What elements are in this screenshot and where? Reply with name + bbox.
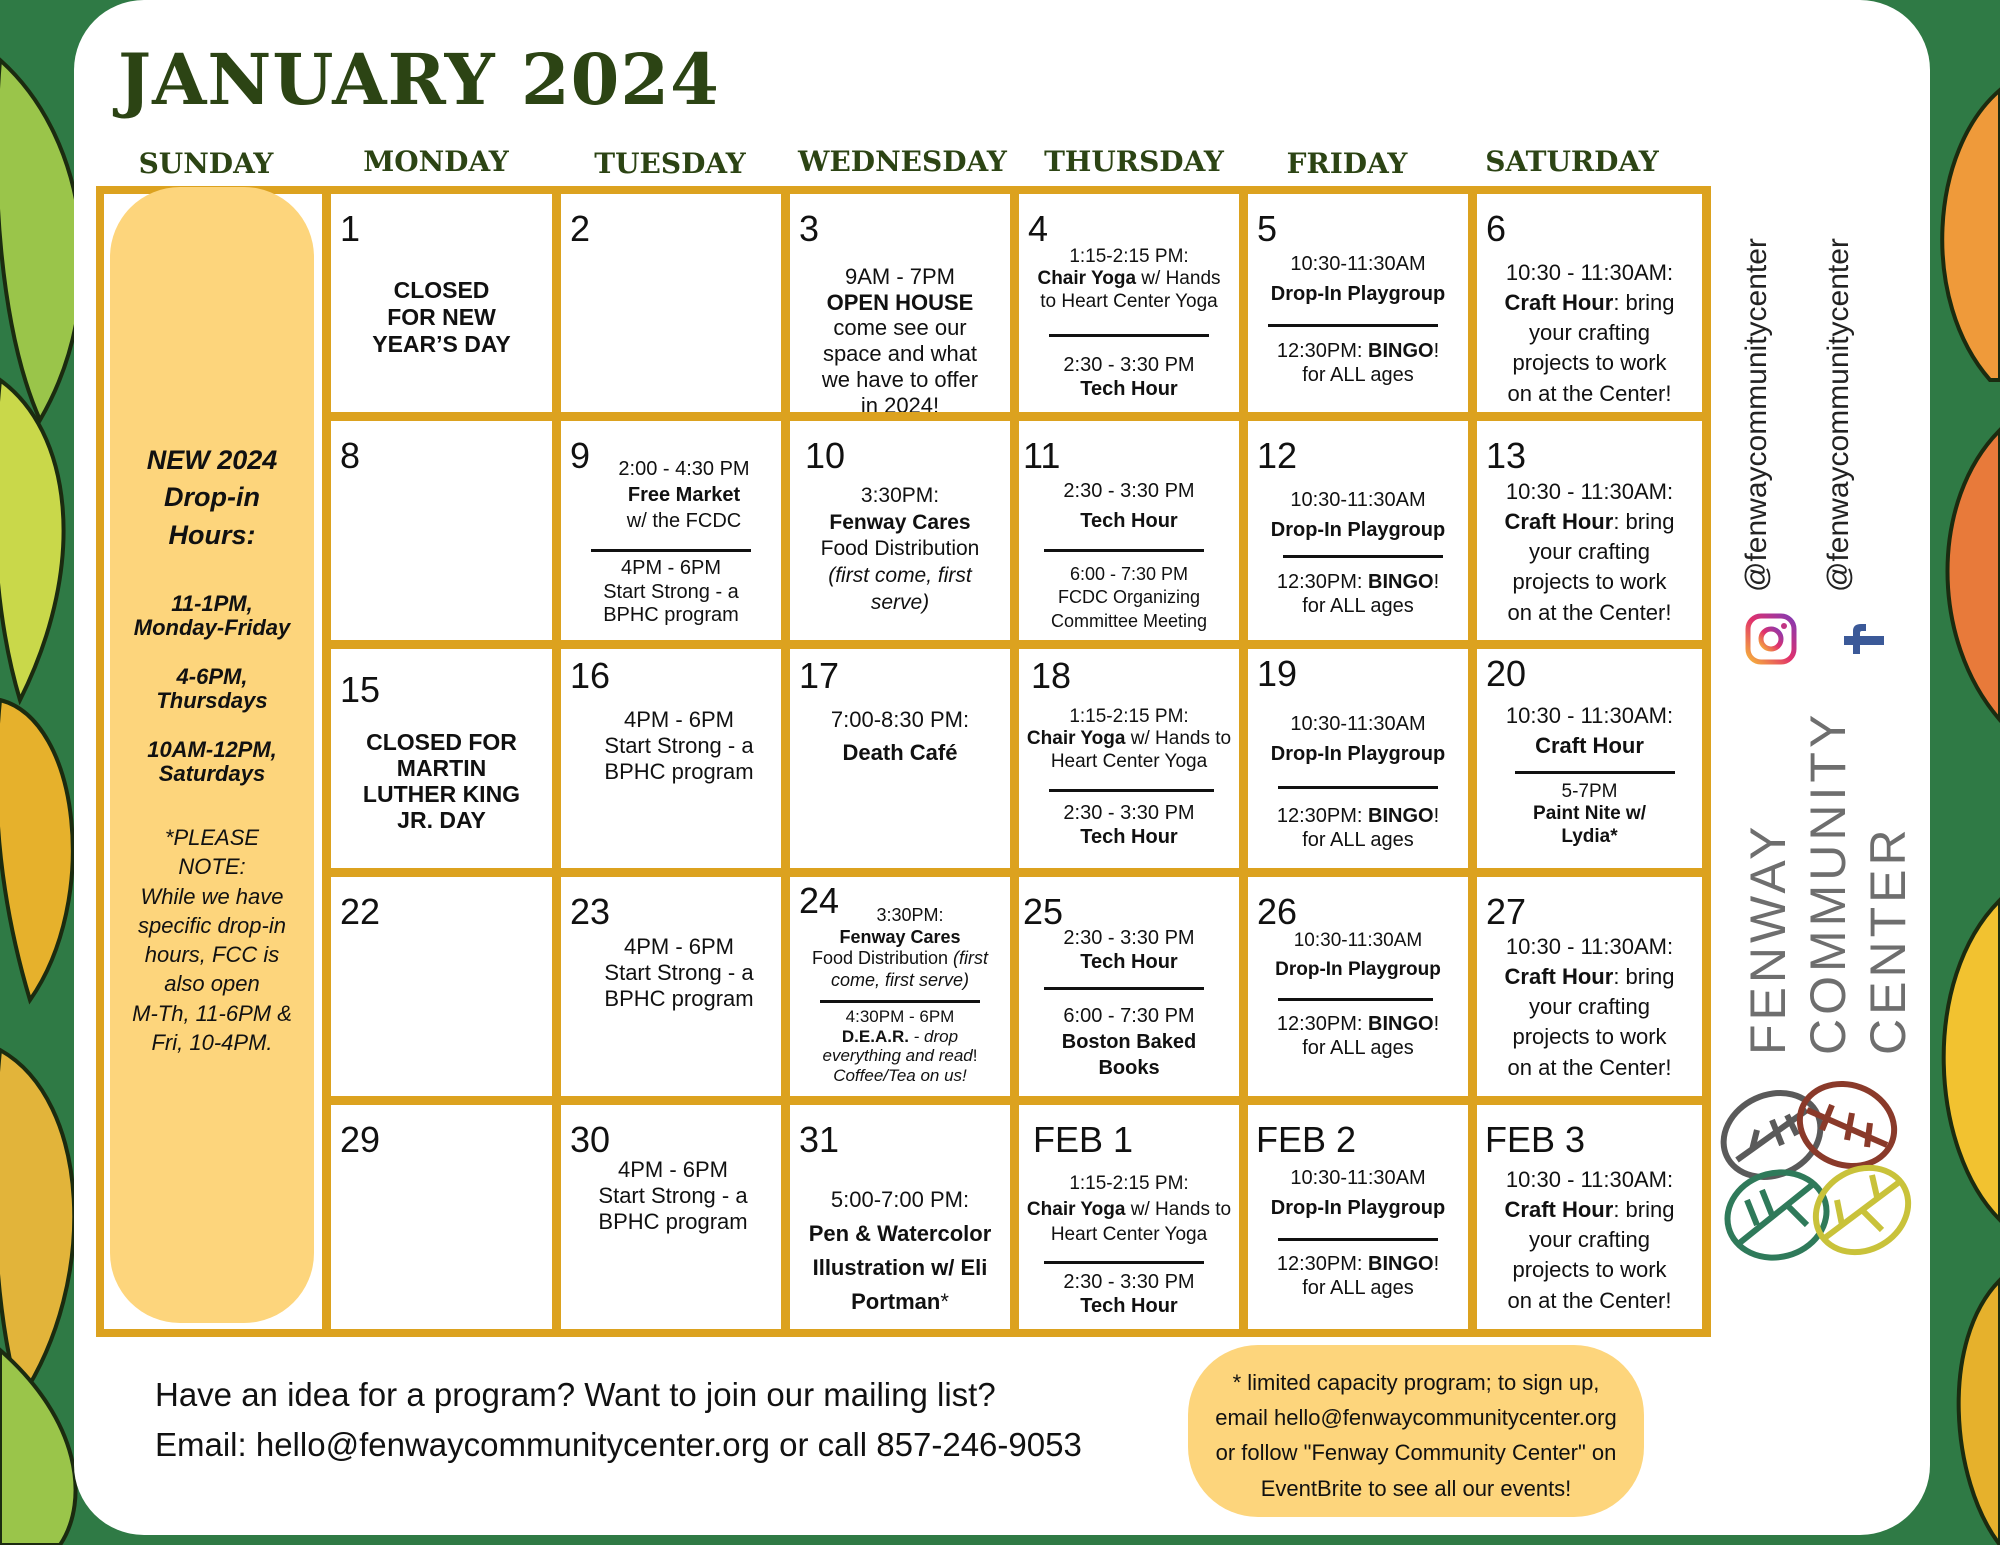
- day-cell-feb-3[interactable]: [1477, 1105, 1702, 1329]
- day-cell-8[interactable]: [331, 421, 552, 640]
- day-cell-6[interactable]: [1477, 194, 1702, 412]
- day-cell-26[interactable]: [1248, 877, 1468, 1096]
- page-title: JANUARY 2024: [118, 38, 720, 121]
- day-number: 1: [340, 208, 361, 249]
- divider: [1283, 555, 1443, 558]
- event-start-strong: 4PM - 6PM Start Strong - a BPHC program: [604, 934, 754, 1011]
- day-cell-feb-1[interactable]: [1019, 1105, 1239, 1329]
- day-number: 23: [570, 891, 611, 932]
- day-cell-19[interactable]: [1248, 649, 1468, 868]
- day-cell-12[interactable]: [1248, 421, 1468, 640]
- event-start-strong: 4PM - 6PM Start Strong - a BPHC program: [604, 707, 754, 784]
- divider: [1278, 1238, 1438, 1241]
- divider: [1044, 987, 1204, 990]
- event-bingo: 12:30PM: BINGO! for ALL ages: [1276, 571, 1440, 617]
- event-start-strong: 4PM - 6PM Start Strong - a BPHC program: [603, 557, 739, 627]
- day-number: 10: [805, 435, 846, 476]
- event-craft-hour: 10:30 - 11:30AM: Craft Hour: bring your crafting projects to work on at the Center!: [1504, 260, 1675, 406]
- divider: [1515, 771, 1675, 774]
- footer-line-1: Have an idea for a program? Want to join our mailing list?: [155, 1376, 996, 1413]
- day-cell-10[interactable]: [790, 421, 1010, 640]
- event-fenway-cares: 3:30PM: Fenway Cares Food Distribution (first come, first serve): [811, 905, 989, 990]
- event-bingo: 12:30PM: BINGO! for ALL ages: [1276, 1013, 1440, 1059]
- event-fcdc-meeting: 6:00 - 7:30 PM FCDC Organizing Committee Meeting: [1050, 564, 1208, 631]
- day-number: 31: [799, 1119, 840, 1160]
- weekday-sunday: SUNDAY: [138, 147, 274, 180]
- day-cell-3[interactable]: [790, 194, 1010, 412]
- event-tech-hour: 2:30 - 3:30 PM Tech Hour: [1063, 480, 1195, 532]
- weekday-wednesday: WEDNESDAY: [798, 145, 1007, 178]
- event-tech-hour: 2:30 - 3:30 PM Tech Hour: [1063, 927, 1195, 973]
- weekday-friday: FRIDAY: [1286, 147, 1408, 180]
- event-tech-hour: 2:30 - 3:30 PM Tech Hour: [1063, 1271, 1195, 1317]
- day-cell-18[interactable]: [1019, 649, 1239, 868]
- day-number: 29: [340, 1119, 381, 1160]
- day-cell-11[interactable]: [1019, 421, 1239, 640]
- event-tech-hour: 2:30 - 3:30 PM Tech Hour: [1063, 802, 1195, 848]
- day-number: 12: [1257, 435, 1298, 476]
- drop-in-hours-panel: [110, 187, 314, 1323]
- day-cell-24[interactable]: [790, 877, 1010, 1096]
- event-chair-yoga: 1:15-2:15 PM: Chair Yoga w/ Hands to Heart Center Yoga: [1037, 246, 1221, 312]
- day-cell-31[interactable]: [790, 1105, 1010, 1329]
- day-number: 16: [570, 655, 611, 696]
- event-boston-baked-books: 6:00 - 7:30 PM Boston Baked Books: [1061, 1005, 1197, 1079]
- day-cell-27[interactable]: [1477, 877, 1702, 1096]
- event-playgroup: 10:30-11:30AM Drop-In Playgroup: [1275, 930, 1441, 980]
- day-cell-9[interactable]: [561, 421, 781, 640]
- divider: [1044, 549, 1204, 552]
- divider: [1049, 789, 1214, 792]
- event-bingo: 12:30PM: BINGO! for ALL ages: [1276, 340, 1440, 386]
- day-number: 20: [1486, 653, 1527, 694]
- event-craft-hour: 10:30 - 11:30AM: Craft Hour: bring your crafting projects to work on at the Center!: [1504, 1167, 1675, 1313]
- day-number: 11: [1023, 435, 1061, 476]
- closed-notice: CLOSED FOR MARTIN LUTHER KING JR. DAY: [362, 729, 521, 833]
- event-paint-nite: 5-7PM Paint Nite w/ Lydia*: [1533, 781, 1646, 847]
- day-number: FEB 3: [1485, 1119, 1586, 1160]
- event-craft-hour: 10:30 - 11:30AM: Craft Hour: bring your crafting projects to work on at the Center!: [1504, 934, 1675, 1080]
- event-playgroup: 10:30-11:30AM Drop-In Playgroup: [1270, 253, 1446, 305]
- event-playgroup: 10:30-11:30AM Drop-In Playgroup: [1270, 713, 1446, 765]
- day-cell-16[interactable]: [561, 649, 781, 868]
- divider: [1049, 334, 1209, 337]
- event-chair-yoga: 1:15-2:15 PM: Chair Yoga w/ Hands to Heart Center Yoga: [1026, 706, 1232, 772]
- divider: [820, 1000, 980, 1003]
- drop-in-note: *PLEASE NOTE: While we have specific drop-in hours, FCC is also open M-Th, 11-6PM & Fri, 10-4PM.: [132, 825, 292, 1055]
- day-number: 22: [340, 891, 381, 932]
- event-start-strong: 4PM - 6PM Start Strong - a BPHC program: [598, 1157, 748, 1234]
- day-cell-13[interactable]: [1477, 421, 1702, 640]
- day-cell-17[interactable]: [790, 649, 1010, 868]
- day-cell-25[interactable]: [1019, 877, 1239, 1096]
- day-number: FEB 2: [1256, 1119, 1357, 1160]
- event-bingo: 12:30PM: BINGO! for ALL ages: [1276, 805, 1440, 851]
- event-chair-yoga: 1:15-2:15 PM: Chair Yoga w/ Hands to Heart Center Yoga: [1026, 1173, 1232, 1246]
- drop-in-hours-saturdays: 10AM-12PM, Saturdays: [147, 737, 277, 786]
- event-dear: 4:30PM - 6PM D.E.A.R. - drop everything and read! Coffee/Tea on us!: [822, 1007, 978, 1085]
- brand-name: FENWAY COMMUNITY CENTER: [1740, 710, 1916, 1055]
- day-cell-22[interactable]: [331, 877, 552, 1096]
- day-number: 17: [799, 655, 840, 696]
- day-cell-23[interactable]: [561, 877, 781, 1096]
- day-number: 4: [1028, 208, 1049, 249]
- day-cell-feb-2[interactable]: [1248, 1105, 1468, 1329]
- closed-notice: CLOSED FOR NEW YEAR’S DAY: [372, 277, 511, 358]
- calendar-grid: [96, 186, 1711, 1337]
- event-death-cafe: 7:00-8:30 PM: Death Café: [830, 707, 970, 765]
- divider: [591, 549, 751, 552]
- event-bingo: 12:30PM: BINGO! for ALL ages: [1276, 1253, 1440, 1299]
- day-cell-20[interactable]: [1477, 649, 1702, 868]
- day-number: 13: [1486, 435, 1527, 476]
- event-free-market: 2:00 - 4:30 PM Free Market w/ the FCDC: [618, 458, 750, 532]
- weekday-monday: MONDAY: [363, 145, 509, 178]
- fenway-logo-leaves: [1712, 1075, 1922, 1275]
- divider: [1268, 324, 1438, 327]
- day-number: 30: [570, 1119, 611, 1160]
- day-cell-1[interactable]: [331, 194, 552, 412]
- day-number: 9: [570, 435, 591, 476]
- weekday-saturday: SATURDAY: [1485, 145, 1659, 178]
- drop-in-hours-weekdays: 11-1PM, Monday-Friday: [133, 591, 291, 640]
- day-cell-5[interactable]: [1248, 194, 1468, 412]
- day-number: 26: [1257, 891, 1298, 932]
- divider: [1278, 786, 1438, 789]
- day-number: 8: [340, 435, 361, 476]
- day-cell-2[interactable]: [561, 194, 781, 412]
- event-pen-watercolor: 5:00-7:00 PM: Pen & Watercolor Illustration w/ Eli Portman*: [808, 1187, 992, 1315]
- event-craft-hour: 10:30 - 11:30AM: Craft Hour: bring your crafting projects to work on at the Center!: [1504, 479, 1675, 625]
- drop-in-hours-thursdays: 4-6PM, Thursdays: [156, 664, 268, 713]
- event-playgroup: 10:30-11:30AM Drop-In Playgroup: [1270, 1167, 1446, 1219]
- day-cell-15[interactable]: [331, 649, 552, 868]
- day-number: 15: [340, 669, 381, 710]
- event-playgroup: 10:30-11:30AM Drop-In Playgroup: [1270, 489, 1446, 541]
- day-number: FEB 1: [1033, 1119, 1134, 1160]
- divider: [1278, 998, 1433, 1001]
- facebook-icon[interactable]: [1832, 622, 1884, 658]
- day-number: 25: [1023, 891, 1064, 932]
- event-tech-hour: 2:30 - 3:30 PM Tech Hour: [1063, 354, 1195, 400]
- day-number: 19: [1257, 653, 1298, 694]
- day-cell-30[interactable]: [561, 1105, 781, 1329]
- day-cell-4[interactable]: [1019, 194, 1239, 412]
- event-fenway-cares: 3:30PM: Fenway Cares Food Distribution (first come, first serve): [820, 484, 980, 614]
- day-number: 2: [570, 208, 591, 249]
- facebook-handle[interactable]: @fenwaycommunitycenter: [1822, 238, 1855, 592]
- footer-line-2[interactable]: Email: hello@fenwaycommunitycenter.org or call 857-246-9053: [155, 1426, 1082, 1463]
- event-open-house: 9AM - 7PM OPEN HOUSE come see our space and what we have to offer in 2024!: [821, 264, 979, 412]
- day-number: 27: [1486, 891, 1527, 932]
- instagram-icon[interactable]: [1745, 613, 1797, 665]
- day-cell-29[interactable]: [331, 1105, 552, 1329]
- weekday-tuesday: TUESDAY: [594, 147, 746, 180]
- day-number: 6: [1486, 208, 1507, 249]
- weekday-thursday: THURSDAY: [1044, 145, 1224, 178]
- event-craft-hour: 10:30 - 11:30AM: Craft Hour: [1505, 703, 1674, 759]
- divider: [1044, 1261, 1204, 1264]
- day-number: 24: [799, 880, 840, 921]
- day-number: 3: [799, 208, 820, 249]
- drop-in-heading: NEW 2024 Drop-in Hours:: [146, 445, 278, 550]
- day-number: 18: [1031, 655, 1072, 696]
- limited-capacity-note: * limited capacity program; to sign up, email hello@fenwaycommunitycenter.org or follow "Fenway Community Center" on EventBrite to see all our events!: [1188, 1345, 1644, 1517]
- day-number: 5: [1257, 208, 1278, 249]
- instagram-handle[interactable]: @fenwaycommunitycenter: [1740, 238, 1773, 592]
